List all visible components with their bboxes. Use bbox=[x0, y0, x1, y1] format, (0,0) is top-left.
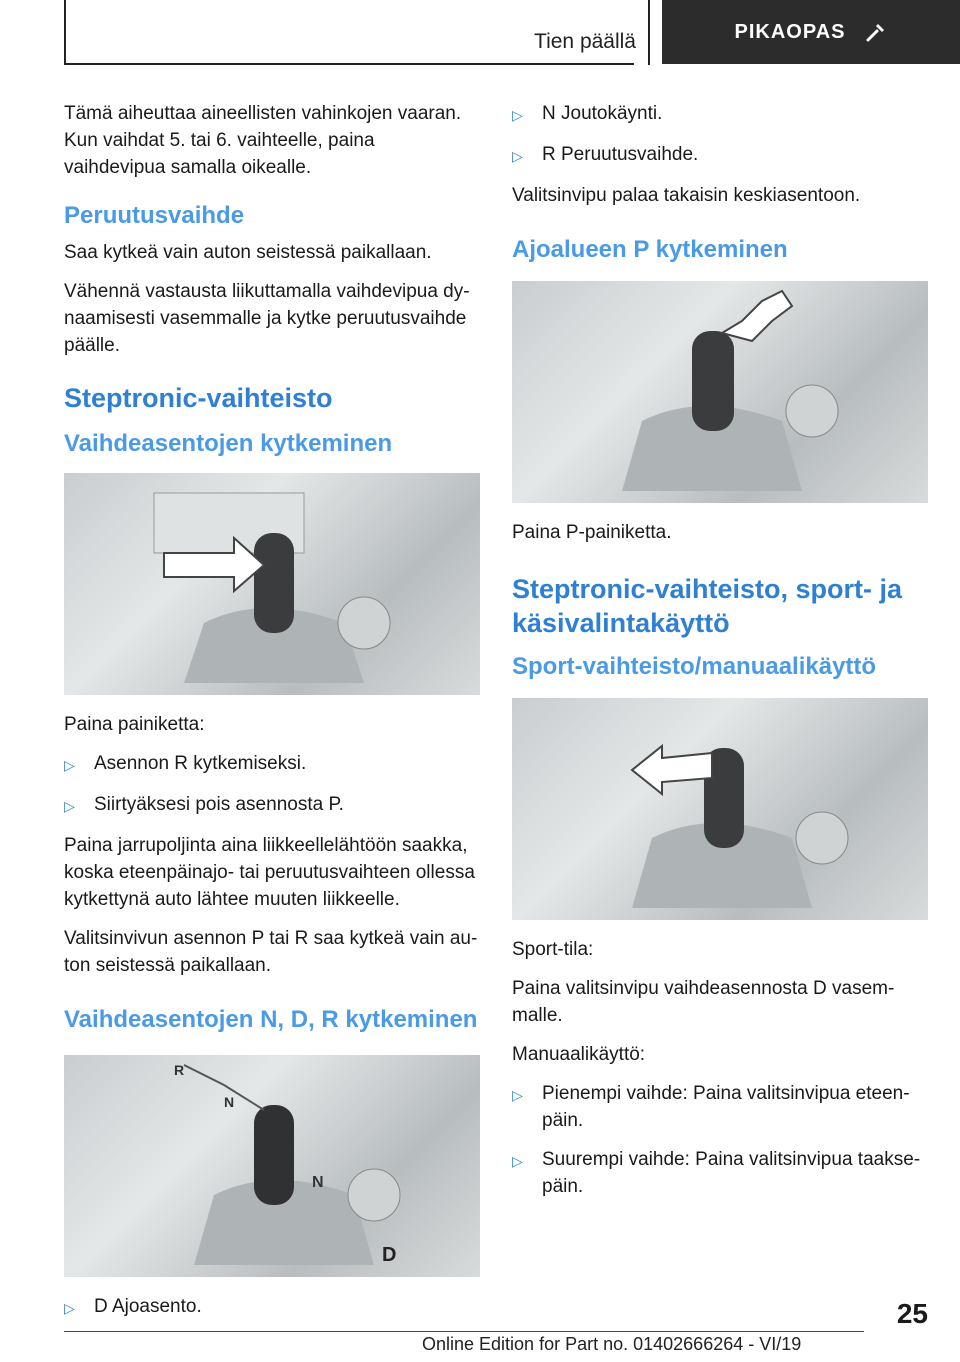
paragraph: Tämä aiheuttaa aineellisten vahinkojen vaaran. Kun vaihdat 5. tai 6. vaihteelle, paina vaihdevipua samalla oikealle. bbox=[64, 103, 462, 178]
list-item bbox=[512, 1080, 928, 1134]
triangle-bullet-icon: ▷ bbox=[64, 798, 75, 814]
gear-label-d: D bbox=[382, 1244, 397, 1266]
paragraph: Paina P-painiketta. bbox=[512, 522, 672, 543]
heading-reverse-gear: Peruutusvaihde bbox=[64, 202, 245, 229]
gear-label-n2: N bbox=[312, 1174, 324, 1191]
list-item bbox=[64, 791, 480, 820]
wrench-icon bbox=[865, 21, 887, 43]
pikaopas-tab[interactable] bbox=[662, 0, 960, 64]
left-column bbox=[64, 100, 480, 1334]
right-column bbox=[512, 100, 928, 1212]
gear-ndr-photo bbox=[64, 1055, 480, 1277]
footer-rule bbox=[64, 1331, 864, 1332]
list-item-text: Siirtyäksesi pois asennosta P. bbox=[94, 794, 344, 815]
pikaopas-tab-label: PIKAOPAS bbox=[734, 20, 846, 43]
paragraph: Paina painiketta: bbox=[64, 714, 205, 735]
triangle-bullet-icon: ▷ bbox=[512, 1087, 523, 1103]
heading-gear-selection: Vaihdeasentojen kytkeminen bbox=[64, 430, 393, 457]
paragraph: Vähennä vastausta liikuttamalla vaihdevipua dynaamisesti vasemmalle ja kytke peruutusvaihde päälle. bbox=[64, 281, 470, 356]
list-item bbox=[64, 750, 480, 779]
paragraph: Paina jarrupoljinta aina liikkeellelähtöön saakka, koska eteenpäinajo- tai peruutusvaihteen ollessa kytkettynä auto lähtee muuten liikkeelle. bbox=[64, 835, 475, 910]
heading-steptronic-sport: Steptronic-vaihteisto, sport- ja käsivalintakäyttö bbox=[512, 574, 903, 638]
gear-label-r: R bbox=[174, 1062, 185, 1078]
heading-park: Ajoalueen P kytkeminen bbox=[512, 236, 788, 263]
paragraph: Sport-tila: bbox=[512, 939, 594, 960]
heading-ndr: Vaihdeasentojen N, D, R kytkeminen bbox=[64, 1006, 478, 1033]
sport-manual-photo bbox=[512, 698, 928, 920]
heading-sport-manual: Sport-vaihteisto/manuaalikäyttö bbox=[512, 653, 877, 680]
gear-selector-photo bbox=[64, 473, 480, 695]
list-item-text: Pienempi vaihde: Paina valitsinvipua eteenpäin. bbox=[542, 1083, 910, 1131]
list-item bbox=[512, 141, 928, 170]
list-item-text: Suurempi vaihde: Paina valitsinvipua taaksepäin. bbox=[542, 1149, 921, 1197]
list-item bbox=[512, 100, 928, 129]
paragraph: Paina valitsinvipu vaihdeasennosta D vasemmalle. bbox=[512, 978, 895, 1026]
footer-edition: Online Edition for Part no. 01402666264 - VI/19 bbox=[422, 1334, 802, 1354]
list-item-text: N Joutokäynti. bbox=[542, 103, 663, 124]
gear-label-n: N bbox=[224, 1094, 235, 1110]
triangle-bullet-icon: ▷ bbox=[512, 148, 523, 164]
header-rule bbox=[64, 63, 634, 65]
section-title: Tien päällä bbox=[534, 30, 636, 53]
list-item bbox=[512, 1146, 928, 1200]
triangle-bullet-icon: ▷ bbox=[512, 1153, 523, 1169]
paragraph: Valitsinvipu palaa takaisin keskiasentoon. bbox=[512, 185, 861, 206]
triangle-bullet-icon: ▷ bbox=[64, 757, 75, 773]
paragraph: Saa kytkeä vain auton seistessä paikallaan. bbox=[64, 242, 432, 263]
list-item-text: Asennon R kytkemiseksi. bbox=[94, 753, 307, 774]
paragraph: Valitsinvivun asennon P tai R saa kytkeä vain auton seistessä paikallaan. bbox=[64, 928, 478, 976]
header-rule-right bbox=[648, 0, 650, 65]
heading-steptronic: Steptronic-vaihteisto bbox=[64, 383, 333, 413]
list-item-text: R Peruutusvaihde. bbox=[542, 144, 699, 165]
header-rule-left bbox=[64, 0, 66, 65]
triangle-bullet-icon: ▷ bbox=[64, 1300, 75, 1316]
page-number: 25 bbox=[896, 1298, 928, 1329]
park-button-photo bbox=[512, 281, 928, 503]
list-item-text: D Ajoasento. bbox=[94, 1296, 202, 1317]
list-item bbox=[64, 1293, 480, 1322]
paragraph: Manuaalikäyttö: bbox=[512, 1044, 646, 1065]
triangle-bullet-icon: ▷ bbox=[512, 107, 523, 123]
